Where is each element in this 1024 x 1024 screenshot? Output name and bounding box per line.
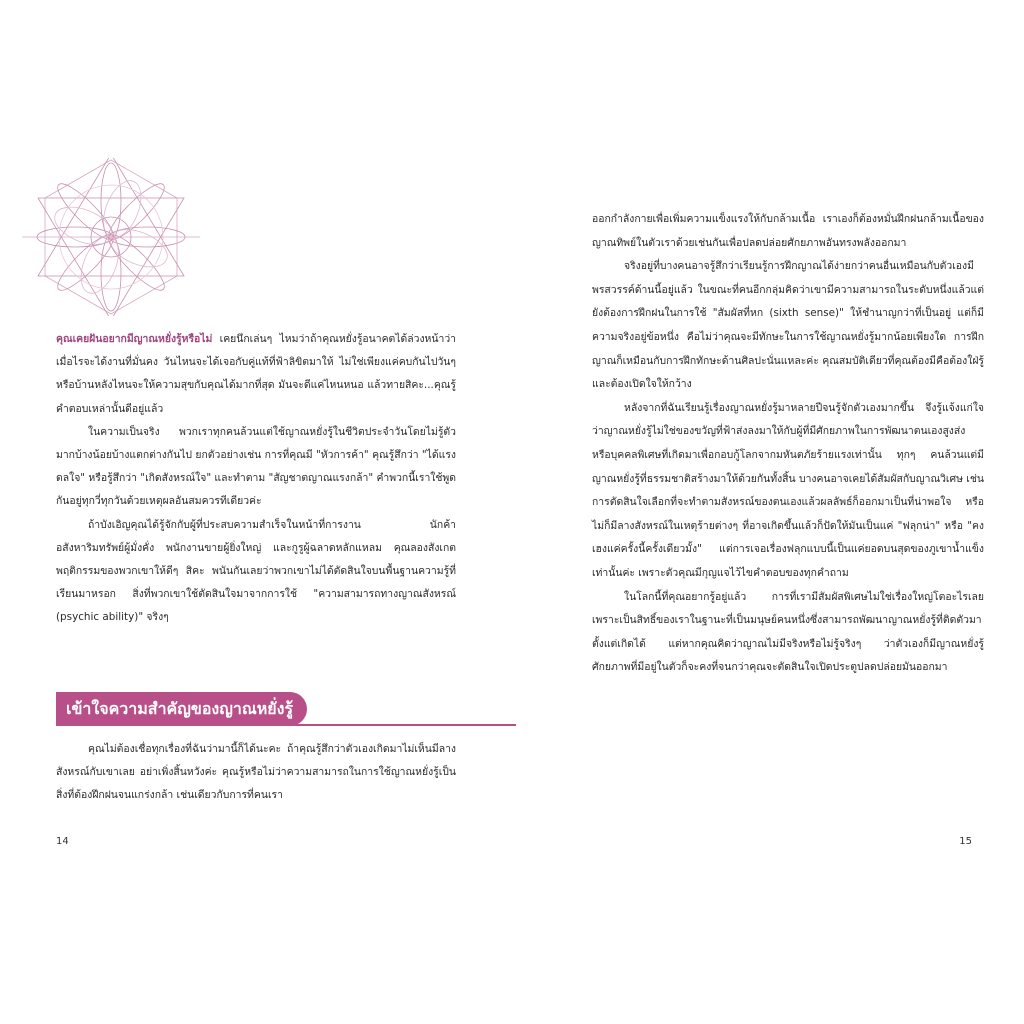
hexagram-spiral-ornament-icon — [22, 158, 200, 316]
paragraph-2: ในความเป็นจริง พวกเราทุกคนล้วนแต่ใช้ญาณหยั่งรู้ในชีวิตประจำวันโดยไม่รู้ตัว มากบ้างน้อยบ้างแตกต่างกันไป ยกตัวอย่างเช่น การที่คุณมี "หัวการค้า" คุณรู้สึกว่า "ได้แรงดลใจ" หรือรู้สึกว่า "เกิดสังหรณ์ใจ" และทำตาม "สัญชาตญาณแรงกล้า" คำพวกนี้เราใช้พูดกันอยู่ทุกวี่ทุกวันด้วยเหตุผลอันสมควรทีเดียวค่ะ — [56, 425, 456, 508]
paragraph-4: คุณไม่ต้องเชื่อทุกเรื่องที่ฉันว่ามานี้ก็ได้นะคะ ถ้าคุณรู้สึกว่าตัวเองเกิดมาไม่เห็นมีลางสังหรณ์กับเขาเลย อย่าเพิ่งสิ้นหวังค่ะ คุณรู้หรือไม่ว่าความสามารถในการใช้ญาณหยั่งรู้เป็นสิ่งที่ต้องฝึกฝนจนแกร่งกล้า เช่นเดียวกับการที่คนเรา — [56, 743, 456, 802]
section-heading-label: เข้าใจความสำคัญของญาณหยั่งรู้ — [56, 692, 307, 726]
right-paragraph-2: จริงอยู่ที่บางคนอาจรู้สึกว่าเรียนรู้การฝึกญาณได้ง่ายกว่าคนอื่นเหมือนกับตัวเองมีพรสวรรค์ด้านนี้อยู่แล้ว ในขณะที่คนอีกกลุ่มคิดว่าเขามีความสามารถในระดับหนึ่งแล้วแต่ยังต้องการฝึกฝนในการใช้ "สัมผัสที่หก (sixth sense)" ให้ชำนาญกว่าที่เป็นอยู่ แต่ก็มีความจริงอยู่ข้อหนึ่ง คือไม่ว่าคุณจะมีทักษะในการใช้ญาณหยั่งรู้มากน้อยเพียงใด การฝึกญาณก็เหมือนกับการฝึกทักษะด้านศิลปะนั่นแหละค่ะ คุณสมบัติเดียวที่คุณต้องมีคือต้องใฝ่รู้และต้องเปิดใจให้กว้าง — [592, 260, 984, 391]
page-number-right: 15 — [959, 836, 972, 847]
right-paragraph-4: ในโลกนี้ที่คุณอยากรู้อยู่แล้ว การที่เรามีสัมผัสพิเศษไม่ใช่เรื่องใหญ่โตอะไรเลย เพราะเป็นสิทธิ์ของเราในฐานะที่เป็นมนุษย์คนหนึ่งซึ่งสามารถพัฒนาญาณหยั่งรู้ที่ติดตัวมาตั้งแต่เกิดได้ แต่หากคุณคิดว่าญาณไม่มีจริงหรือไม่รู้จริงๆ ว่าตัวเองก็มีญาณหยั่งรู้ ศักยภาพที่มีอยู่ในตัวก็จะคงที่จนกว่าคุณจะตัดสินใจเปิดประตูปลดปล่อยมันออกมา — [592, 590, 984, 674]
page-number-left: 14 — [56, 836, 69, 847]
paragraph-3: ถ้าบังเอิญคุณได้รู้จักกับผู้ที่ประสบความสำเร็จในหน้าที่การงาน นักค้าอสังหาริมทรัพย์ผู้มั่งคั่ง พนักงานขายผู้ยิ่งใหญ่ และกูรูผู้ฉลาดหลักแหลม คุณลองสังเกตพฤติกรรมของพวกเขาให้ดีๆ สิคะ พนันกันเลยว่าพวกเขาไม่ได้ตัดสินใจบนพื้นฐานความรู้ที่เรียนมาหรอก สิ่งที่พวกเขาใช้ตัดสินใจมาจากการใช้ "ความสามารถทางญาณสังหรณ์ (psychic ability)" จริงๆ — [56, 518, 456, 624]
right-body-text — [592, 208, 984, 680]
intro-lead-question: คุณเคยฝันอยากมีญาณหยั่งรู้หรือไม่ — [56, 333, 213, 345]
left-body-text — [56, 328, 456, 630]
section-heading-underline — [256, 724, 516, 726]
right-paragraph-3: หลังจากที่ฉันเรียนรู้เรื่องญาณหยั่งรู้มาหลายปีจนรู้จักตัวเองมากขึ้น จึงรู้แจ้งแก่ใจว่าญาณหยั่งรู้ไม่ใช่ของขวัญที่ฟ้าส่งลงมาให้กับผู้ที่มีศักยภาพในการพัฒนาตนเองสูงส่ง หรือบุคคลพิเศษที่เกิดมาเพื่อกอบกู้โลกจากมหันตภัยร้ายแรงเท่านั้น ทุกๆ คนล้วนแต่มีญาณหยั่งรู้ที่ธรรมชาติสร้างมาให้ด้วยกันทั้งสิ้น บางคนอาจเคยได้สัมผัสกับญาณวิเศษ เช่น การตัดสินใจเลือกที่จะทำตามสังหรณ์ของตนเองแล้วผลลัพธ์ก็ออกมาเป็นที่น่าพอใจ หรือไม่ก็มีลางสังหรณ์ในเหตุร้ายต่างๆ ที่อาจเกิดขึ้นแล้วก็ปัดให้มันเป็นแค่ "ฟลุกน่า" หรือ "คงเฮงแค่ครั้งนี้ครั้งเดียวมั้ง" แต่การเจอเรื่องฟลุกแบบนี้เป็นแค่ยอดบนสุดของภูเขาน้ำแข็งเท่านั้นค่ะ เพราะตัวคุณมีกุญแจไว้ไขคำตอบของทุกคำถาม — [592, 401, 984, 579]
right-paragraph-1: ออกกำลังกายเพื่อเพิ่มความแข็งแรงให้กับกล้ามเนื้อ เราเองก็ต้องหมั่นฝึกฝนกล้ามเนื้อของญาณทิพย์ในตัวเราด้วยเช่นกันเพื่อปลดปล่อยศักยภาพอันทรงพลังออกมา — [592, 213, 984, 249]
intro-paragraph — [56, 328, 456, 421]
section-heading — [56, 692, 516, 728]
left-body-text-continued — [56, 738, 456, 808]
right-page — [512, 0, 1024, 1024]
intro-rest: เคยนึกเล่นๆ ไหมว่าถ้าคุณหยั่งรู้อนาคตได้ล่วงหน้าว่าเมื่อไรจะได้งานที่มั่นคง วันไหนจะได้เจอกับคู่แท้ที่ฟ้าลิขิตมาให้ ไม่ใช่เพียงแค่คบกันไปวันๆ หรือบ้านหลังไหนจะให้ความสุขกับคุณได้มากที่สุด มันจะดีแค่ไหนหนอ แล้วทายสิคะ...คุณรู้คำตอบเหล่านั้นดีอยู่แล้ว — [56, 333, 456, 415]
